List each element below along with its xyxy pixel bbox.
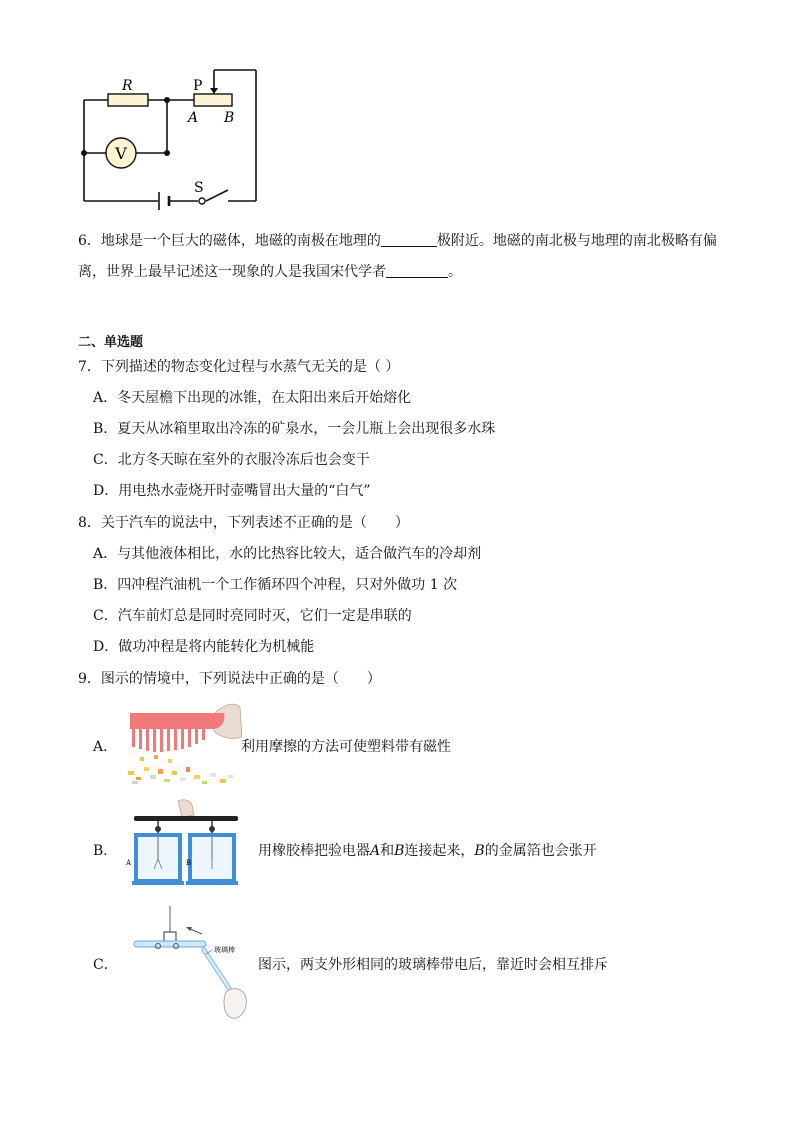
q8-option-c[interactable]: C．汽车前灯总是同时亮同时灭，它们一定是串联的 [93, 608, 412, 624]
q9-option-a-letter[interactable]: A． [93, 739, 118, 755]
label-b: B [224, 110, 235, 126]
section-title: 二、单选题 [78, 335, 144, 350]
q7-option-d[interactable]: D．用电热水壶烧开时壶嘴冒出大量的“白气” [93, 483, 371, 499]
circuit-diagram [70, 64, 280, 214]
q7-option-b[interactable]: B．夏天从冰箱里取出冷冻的矿泉水，一会儿瓶上会出现很多水珠 [93, 421, 496, 437]
q6-blank-1[interactable] [381, 232, 437, 247]
q7-option-c[interactable]: C．北方冬天晾在室外的衣服冷冻后也会变干 [93, 452, 370, 468]
label-p: P [193, 78, 203, 94]
glass-rod-label: 玻璃棒 [214, 946, 235, 954]
q9-b-text-4: 的金属箔也会张开 [484, 843, 597, 859]
switch-pivot [199, 198, 205, 204]
q6-text-a: 6．地球是一个巨大的磁体，地磁的南极在地理的 [78, 233, 381, 249]
question-9-stem: 9．图示的情境中，下列说法中正确的是（ ） [78, 671, 381, 687]
q6-blank-2[interactable] [386, 263, 448, 278]
rubber-rod [134, 816, 238, 821]
label-a: A [188, 110, 199, 126]
q9-option-b-letter[interactable]: B． [93, 843, 118, 859]
electroscope-a-label: A [126, 859, 132, 867]
q9-option-c-text[interactable]: 图示，两支外形相同的玻璃棒带电后，靠近时会相互排斥 [258, 957, 608, 973]
q6-text-b: 极附近。地磁的南北极与地理的南北极略有偏 [436, 233, 717, 249]
label-r: R [122, 78, 133, 94]
voltmeter-label: V [115, 144, 127, 163]
electroscope-b-label: B [186, 859, 192, 867]
q9-b-text-1: 用橡胶棒把验电器 [258, 843, 370, 859]
q9-option-b-text[interactable] [258, 840, 597, 860]
glass-rods-image [120, 906, 252, 1022]
q9-option-a-text[interactable]: 利用摩擦的方法可使塑料带有磁性 [241, 739, 451, 755]
q9-b-text-3: 连接起来， [404, 843, 475, 859]
electroscope-image [122, 799, 254, 891]
q9-b-b: B [394, 843, 405, 859]
q9-b-a: A [370, 843, 381, 859]
comb-confetti-image [120, 697, 242, 787]
rheostat [194, 94, 232, 106]
q6-text-d: 。 [448, 264, 462, 280]
label-s: S [194, 180, 204, 196]
q8-option-b[interactable]: B．四冲程汽油机一个工作循环四个冲程，只对外做功 1 次 [93, 577, 458, 593]
q9-b-text-2: 和 [380, 843, 395, 859]
question-8-stem: 8．关于汽车的说法中，下列表述不正确的是（ ） [78, 515, 409, 531]
resistor-r [108, 94, 148, 106]
q9-b-b2: B [474, 843, 485, 859]
question-7-stem: 7．下列描述的物态变化过程与水蒸气无关的是（ ） [78, 359, 400, 375]
q7-option-a[interactable]: A．冬天屋檐下出现的冰锥，在太阳出来后开始熔化 [93, 390, 412, 406]
question-6-line-1 [78, 230, 717, 250]
q8-option-d[interactable]: D．做功冲程是将内能转化为机械能 [93, 639, 315, 655]
q8-option-a[interactable]: A．与其他液体相比，水的比热容比较大，适合做汽车的冷却剂 [93, 546, 482, 562]
q9-option-c-letter[interactable]: C． [93, 957, 118, 973]
question-6-line-2 [78, 261, 462, 281]
suspended-glass-rod [134, 941, 206, 947]
q6-text-c: 离，世界上最早记述这一现象的人是我国宋代学者 [78, 264, 386, 280]
